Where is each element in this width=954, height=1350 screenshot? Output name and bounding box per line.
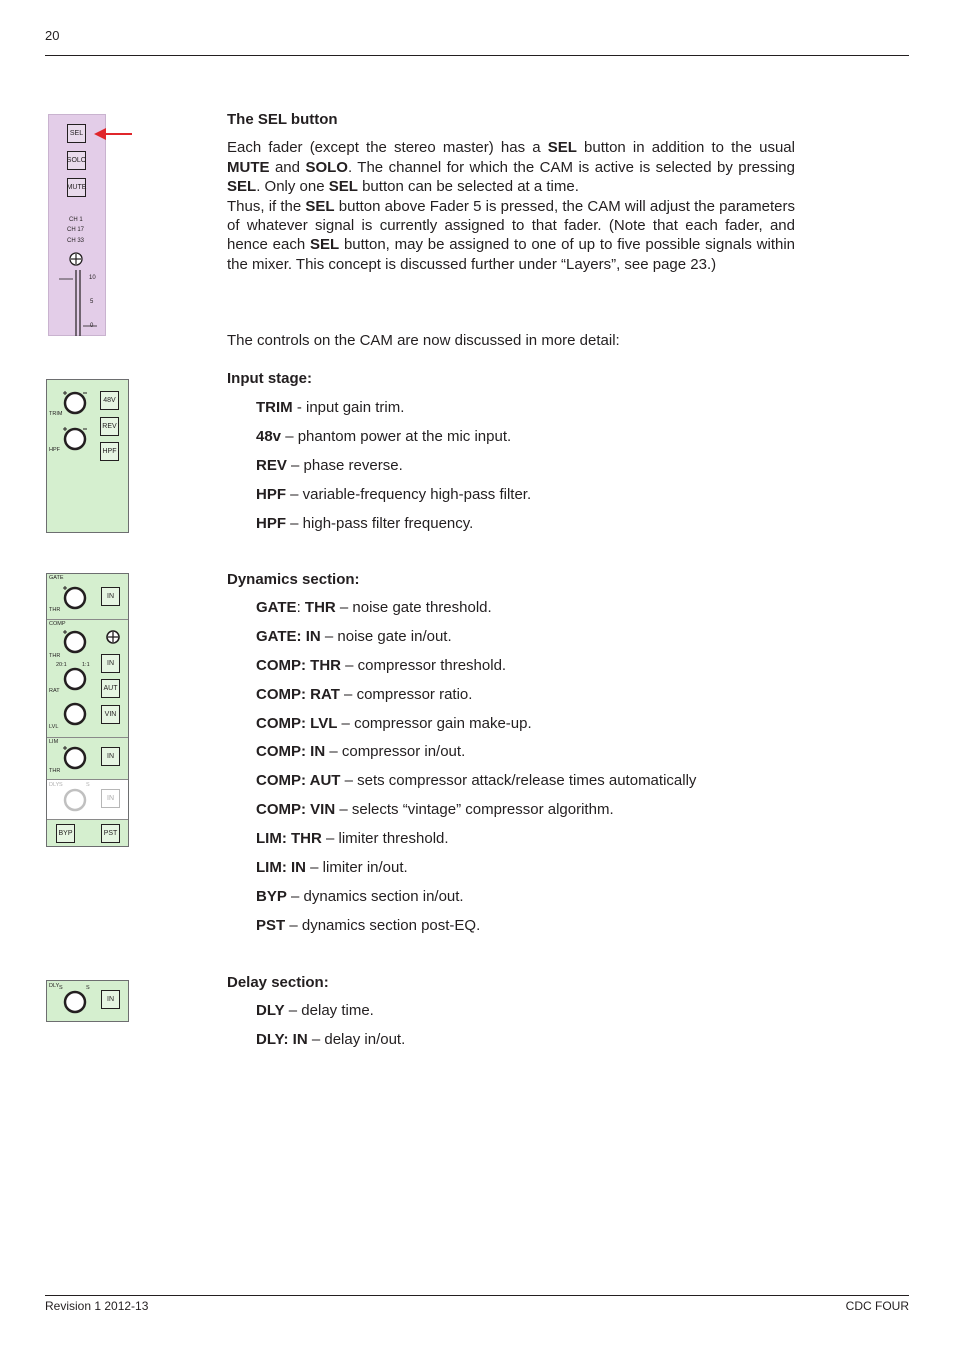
comp-rat-knob-icon[interactable] [60,664,90,694]
item-description: – delay in/out. [307,1030,406,1048]
item-description: – selects “vintage” compressor algorithm. [335,801,614,819]
red-arrow-icon [94,126,134,142]
item-description: – limiter threshold. [321,830,449,848]
list-item [256,714,696,743]
dly-s2-label: S [86,985,90,991]
comp-thr-label: THR [49,653,61,659]
dly-knob-icon[interactable] [60,987,90,1017]
hpf-knob-icon[interactable] [60,424,90,454]
comp-label: COMP [49,621,66,627]
item-term: COMP: RAT [256,685,340,703]
list-item [256,398,531,427]
dynamics-figure [46,573,129,847]
list-item [256,800,696,829]
text-run: button in addition to the usual [576,139,795,157]
list-item [256,514,531,543]
item-description: – compressor gain make-up. [337,714,532,732]
delay-figure [46,980,129,1022]
gate-thr-label: THR [49,607,61,613]
list-item [256,858,696,887]
item-description: – variable-frequency high-pass filter. [286,485,532,503]
input-stage-figure [46,379,129,533]
dynamics-list [256,598,696,945]
list-item [256,1001,405,1030]
item-term: PST [256,916,286,934]
item-term: DLY: IN [256,1030,308,1048]
list-item [256,427,531,456]
sel-heading: The SEL button [227,111,338,128]
channel-label-2: CH 17 [67,227,85,233]
dly-s1-label: S [59,985,63,991]
lim-in-button[interactable]: IN [101,747,120,766]
item-term: DLY [256,1002,285,1019]
item-description: – noise gate threshold. [335,599,492,616]
bold-term: SOLO [305,158,348,176]
page-number: 20 [45,28,60,43]
item-separator: : [296,599,305,616]
grey-s2-label: S [86,782,90,788]
item-term: TRIM [256,399,293,416]
dynamics-heading: Dynamics section: [227,571,360,588]
bold-term: MUTE [227,158,270,176]
item-term: GATE [256,599,297,616]
item-term: LIM: THR [256,830,322,848]
disabled-delay-row [47,779,128,820]
channel-label-3: CH 33 [67,238,85,244]
intro-text: The controls on the CAM are now discussed in more detail: [227,332,620,349]
bold-term: SEL [227,178,257,196]
text-run: button, may be assigned to one of up to five possible signals within the mixer. This concept is discussed further under “Layers”, see page 23.) [227,236,796,273]
text-run: button above Fader 5 is pressed, the CAM will adjust the parameters of whatever signal is currently assigned to that fader. (Note that each fader, and hence each [227,197,796,254]
gate-label: GATE [49,575,64,581]
item-term: COMP: THR [256,656,341,674]
item-description: – compressor ratio. [339,685,473,703]
gate-thr-knob-icon[interactable] [60,583,90,613]
header-rule [45,55,909,56]
item-term: THR [304,599,336,616]
item-description: – compressor in/out. [325,743,466,761]
item-description: – sets compressor attack/release times automatically [340,772,697,790]
item-description: – noise gate in/out. [320,627,452,645]
list-item [256,916,696,945]
item-term: COMP: AUT [256,772,341,790]
list-item [256,598,696,627]
list-item [256,829,696,858]
bold-term: SEL [547,139,577,157]
item-term: COMP: IN [256,743,326,761]
item-term: HPF [256,514,286,532]
comp-divider [47,737,128,738]
item-term: COMP: LVL [256,714,338,732]
grey-dly-knob-icon [60,785,90,815]
comp-thr-knob-icon[interactable] [60,627,90,657]
sel-button[interactable]: SEL [67,124,86,143]
lim-label: LIM [49,739,59,745]
item-term: GATE: IN [256,627,321,645]
item-term: COMP: VIN [256,801,336,819]
item-description: – compressor threshold. [341,656,507,674]
comp-in-button[interactable]: IN [101,654,120,673]
list-item [256,685,696,714]
item-description: – high-pass filter frequency. [286,514,474,532]
list-item [256,656,696,685]
pst-button[interactable]: PST [101,824,120,843]
trim-knob-icon[interactable] [60,388,90,418]
delay-heading: Delay section: [227,974,329,991]
scale-5: 5 [90,299,94,305]
item-description: - input gain trim. [292,399,405,416]
lvl-label: LVL [49,724,59,730]
grey-in-button: IN [101,789,120,808]
solo-button[interactable]: SOLO [67,151,86,170]
aut-button[interactable]: AUT [101,679,120,698]
lim-thr-knob-icon[interactable] [60,743,90,773]
sel-strip-figure [48,114,106,336]
item-term: HPF [256,485,286,503]
delay-list [256,1001,405,1059]
item-description: – phase reverse. [286,456,403,474]
48v-button[interactable]: 48V [100,391,119,410]
item-term: REV [256,456,287,474]
list-item [256,456,531,485]
footer-rule [45,1295,909,1296]
grey-dly-label: DLY [49,782,60,788]
gate-in-button[interactable]: IN [101,587,120,606]
footer-product: CDC FOUR [845,1299,909,1313]
scale-10: 10 [89,275,96,281]
item-term: 48v [256,427,282,445]
text-run: Each fader (except the stereo master) has a [227,139,548,157]
vin-button[interactable]: VIN [101,705,120,724]
item-description: – dynamics section in/out. [286,887,464,905]
item-description: – delay time. [284,1002,374,1019]
list-item [256,742,696,771]
footer-revision: Revision 1 2012-13 [45,1299,149,1313]
scale-0: 0 [90,323,94,329]
rev-button[interactable]: REV [100,417,119,436]
bold-term: SEL [305,197,335,215]
comp-lvl-knob-icon[interactable] [60,699,90,729]
item-description: – phantom power at the mic input. [281,427,512,445]
sel-paragraph-1 [227,138,795,196]
ratio-high-label: 1:1 [82,662,90,668]
text-run: button can be selected at a time. [357,178,579,196]
text-run: Thus, if the [227,197,306,215]
sel-paragraph-2 [227,197,795,275]
dly-label: DLY [49,983,60,989]
item-description: – dynamics section post-EQ. [285,916,481,934]
input-stage-list [256,398,531,542]
lim-thr-label: THR [49,768,61,774]
text-run: and [269,158,306,176]
channel-label-1: CH 1 [69,217,83,223]
mute-button[interactable]: MUTE [67,178,86,197]
dly-in-button[interactable]: IN [101,990,120,1009]
bold-term: SEL [309,236,340,254]
bold-term: SEL [328,178,358,196]
rat-label: RAT [49,688,60,694]
hpf-button[interactable]: HPF [100,442,119,461]
list-item [256,887,696,916]
gate-divider [47,619,128,620]
text-run: . The channel for which the CAM is active is selected by pressing [347,158,795,176]
fader-cap-icon [68,251,84,267]
item-term: LIM: IN [256,859,306,877]
text-run: . Only one [256,178,329,196]
trim-label: TRIM [49,411,63,417]
list-item [256,627,696,656]
list-item [256,485,531,514]
ratio-low-label: 20:1 [56,662,67,668]
list-item [256,771,696,800]
item-description: – limiter in/out. [306,859,408,877]
hpf-knob-label: HPF [49,447,60,453]
list-item [256,1030,405,1059]
sel-section [227,110,795,274]
item-term: BYP [256,887,287,905]
sidechain-icon[interactable] [105,629,121,645]
byp-button[interactable]: BYP [56,824,75,843]
grey-s1-label: S [59,782,63,788]
input-stage-heading: Input stage: [227,370,312,387]
